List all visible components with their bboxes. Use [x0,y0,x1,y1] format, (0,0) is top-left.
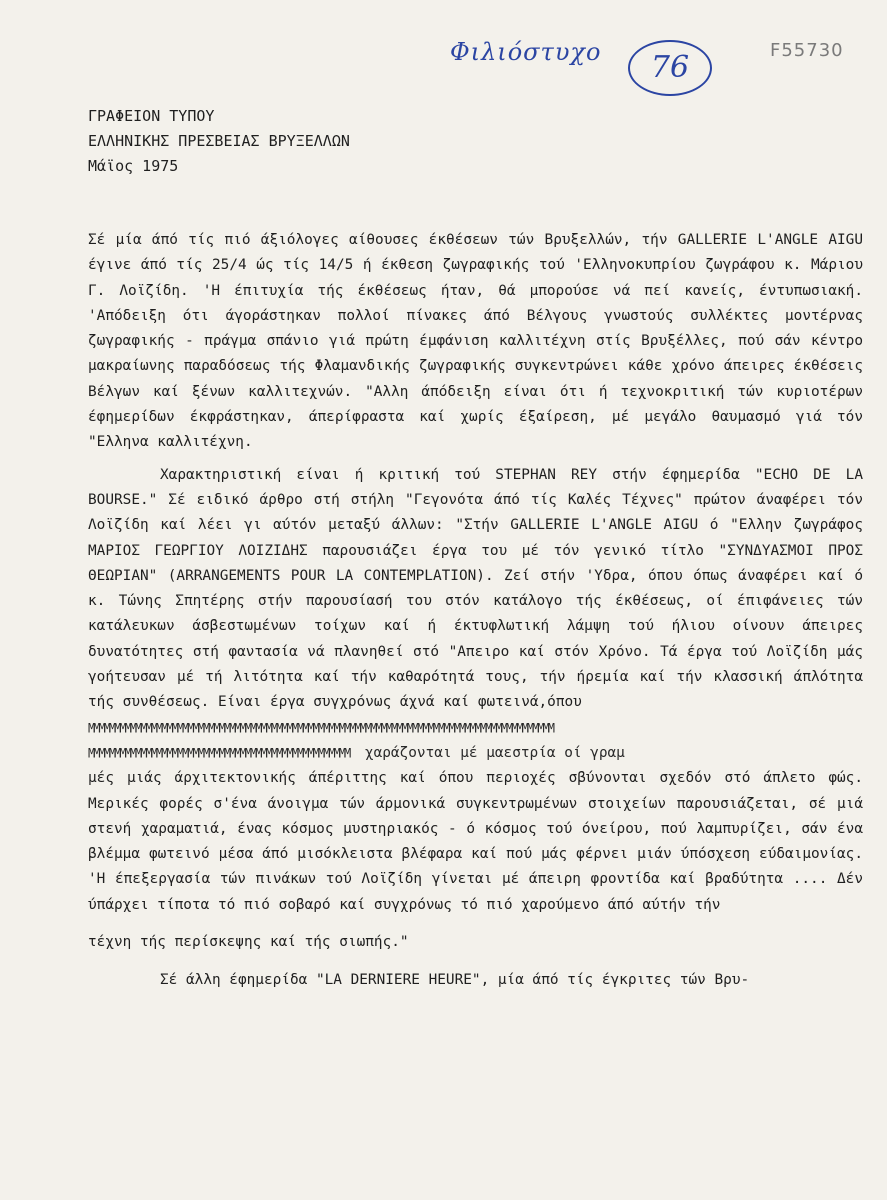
embassy-name: ΕΛΛΗΝΙΚΗΣ ΠΡΕΣΒΕΙΑΣ ΒΡΥΞΕΛΛΩΝ [88,132,350,150]
circled-page-number: 76 [628,40,712,96]
paragraph-second-newspaper: Σέ άλλη έφημερίδα "LA DERNIERE HEURE", μία άπό τίς έγκριτες τών Βρυ- [160,972,750,989]
letterhead [88,104,350,179]
archive-number: F55730 [770,40,844,61]
document-date: Μάϊος 1975 [88,157,179,175]
paragraph-intro: Σέ μία άπό τίς πιό άξιόλογες αίθουσες έκθέσεων τών Βρυξελλών, τήν GALLERIE L'ANGLE AIGU έγινε άπό τίς 25/4 ώς τίς 14/5 ή έκθεση ζωγραφικής τού 'Ελληνοκυπρίου ζωγράφου κ. Μάριου Γ. Λοϊζίδη. 'Η έπιτυχία τής έκθέσεως ήταν, θά μπορούσε νά πεί κανείς, έντυπωσιακή. 'Απόδειξη ότι άγοράστηκαν πολλοί πίνακες άπό Βέλγους γνωστούς συλλέκτες μοντέρνας ζωγραφικής - πράγμα σπάνιο γιά πρώτη έμφάνιση καλλιτέχνη στίς Βρυξέλλες, πού σάν κέντρο μακραίωνης παραδόσεως τής Φλαμανδικής ζωγραφικής συγκεντρώνει κάθε χρόνο άπειρες έκθέσεις Βέλγων καί ξένων καλλιτεχνών. "Αλλη άπόδειξη είναι ότι ή τεχνοκριτική τών κυριοτέρων έφημερίδων έκφράστηκαν, άπερίφραστα καί χωρίς έξαίρεση, μέ μεγάλο θαυμασμό γιά τόν "Ελληνα καλλιτέχνη. [88,232,863,451]
office-name: ΓΡΑΦΕΙΟΝ ΤΥΠΟΥ [88,107,215,125]
struck-out-text: ΜΜΜΜΜΜΜΜΜΜΜΜΜΜΜΜΜΜΜΜΜΜΜΜΜΜΜΜΜΜΜΜΜΜΜΜΜΜΜΜΜΜΜΜΜΜΜΜΜΜΜΜΜΜΜΜΜΜΜΜΜΜΜΜΜΜΜΜΜΜΜΜΜΜΜΜΜΜΜΜΜΜΜΜΜΜΜΜΜ [88,719,553,736]
paragraph-review-continued: μές μιάς άρχιτεκτονικής άπέριττης καί όπου περιοχές σβύνονται σχεδόν στό άπλετο φώς. Μερικές φορές σ'ένα άνοιγμα τών άρμονικά συγκεντρωμένων στοιχείων παρουσιάζεται, σέ μιά στενή χαραματιά, ένας κόσμος μυστηριακός - ό κόσμος τού όνείρου, πού λαμπυρίζει, σάν ένα βλέμμα φωτεινό μέσα άπό μισόκλειστα βλέφαρα καί πού μάς φέρνει μιάν ύπόσχεση εύδαιμονίας. 'Η έπεξεργασία τών πινάκων τού Λοϊζίδη γίνεται μέ άπειρη φροντίδα καί βραδύτητα .... Δέν ύπάρχει τίποτα τό πιό σοβαρό καί συγχρόνως τό πιό χαρούμενο άπό αύτήν τήν [88,770,863,913]
paragraph-review: Χαρακτηριστική είναι ή κριτική τού STEPHAN REY στήν έφημερίδα "ECHO DE LA BOURSE." Σέ ειδικό άρθρο στή στήλη "Γεγονότα άπό τίς Καλές Τέχνες" πρώτον άναφέρει τόν Λοϊζίδη καί λέει γι αύτόν μεταξύ άλλων: "Στήν GALLERIE L'ANGLE AIGU ό "Ελλην ζωγράφος ΜΑΡΙΟΣ ΓΕΩΡΓΙΟΥ ΛΟΙΖΙΔΗΣ παρουσιάζει έργα του μέ τόν γενικό τίτλο "ΣΥΝΔΥΑΣΜΟΙ ΠΡΟΣ ΘΕΩΡΙΑΝ" (ARRANGEMENTS POUR LA CONTEMPLATION). Ζεί στήν 'Υδρα, όπου όπως άναφέρει καί ό κ. Τώνης Σπητέρης στήν παρουσίασή του στόν κατάλογο τής έκθέσεως, οί έπιφάνειες τών κατάλευκων άσβεστωμένων τοίχων καί ή έκτυφλωτική λάμψη τού ήλιου οίνουν άπειρες δυνατότητες στή φαντασία νά πλανηθεί στό "Απειρο καί στόν Χρόνο. Τά έργα τού Λοϊζίδη μάς γοήτευσαν μέ τή λιτότητα καί τήν καθαρότητά τους, τήν ήρεμία καί τήν κλασσική άπλότητα τής συνθέσεως. Είναι έργα συγχρόνως άχνά καί φωτεινά,όπου [88,466,863,711]
document-body [88,228,863,994]
review-closing-line: τέχνη τής περίσκεψης καί τής σιωπής." [88,934,409,951]
struck-out-line [88,716,863,741]
struck-out-line [88,741,863,766]
paragraph-review-continued-start: χαράζονται μέ μαεστρία οί γραμ [364,744,625,761]
struck-out-text: ΜΜΜΜΜΜΜΜΜΜΜΜΜΜΜΜΜΜΜΜΜΜΜΜΜΜΜΜΜΜΜΜΜΜΜΜΜΜΜΜΜΜΜΜΜΜΜΜΜΜ [88,745,350,761]
handwritten-note: Φιλιόστυχο [450,38,602,66]
